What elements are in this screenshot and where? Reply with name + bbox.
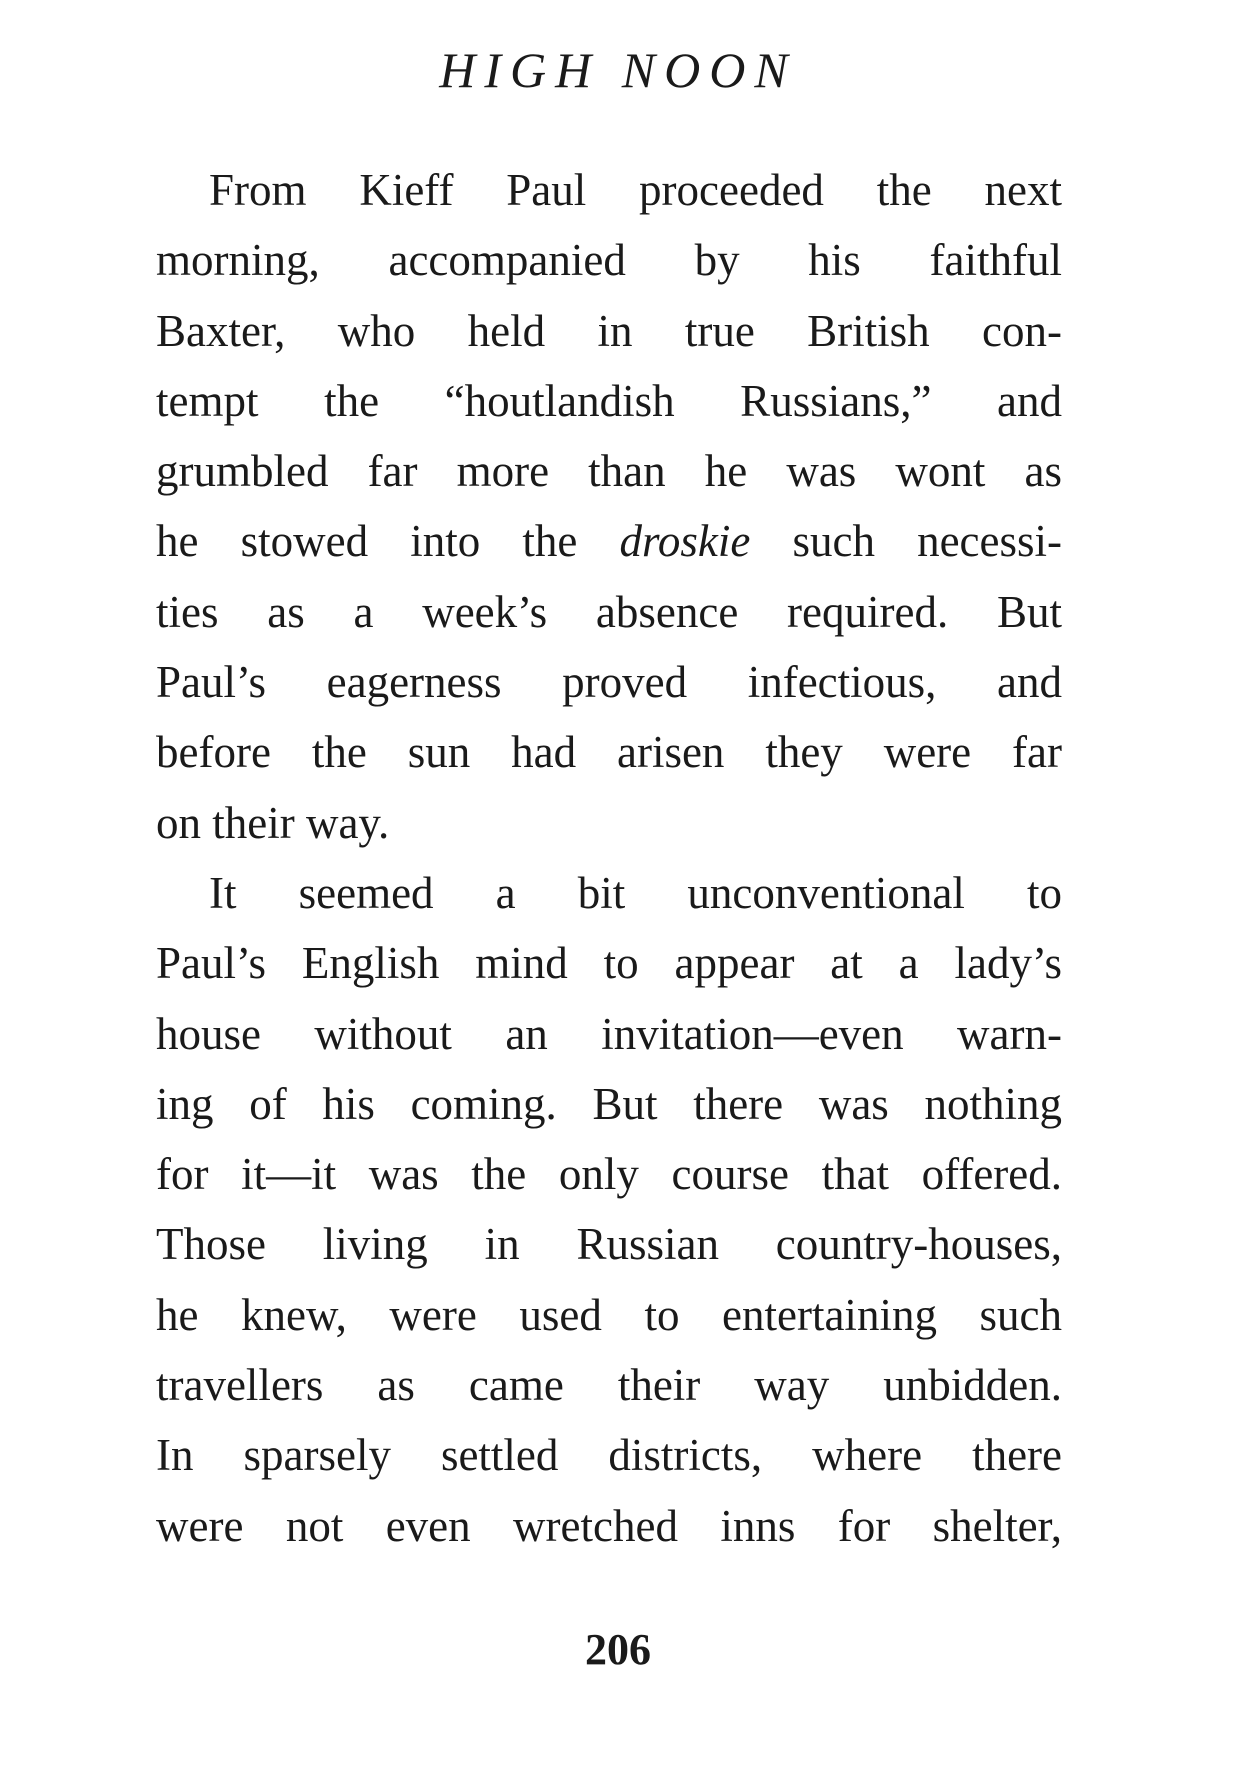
text-line: grumbled far more than he was wont as [156,446,1062,497]
text-line: Paul’s English mind to appear at a lady’s [156,938,1062,989]
text-line: tempt the “houtlandish Russians,” and [156,375,1062,426]
text-line: Those living in Russian country-houses, [156,1219,1062,1270]
text-line: house without an invitation—even warn- [156,1008,1062,1059]
text-line: From Kieff Paul proceeded the next [209,165,1062,215]
text-line: ing of his coming. But there was nothing [156,1078,1062,1129]
page-number: 206 [585,1625,651,1674]
text-line: Paul’s eagerness proved infectious, and [156,657,1062,708]
text-fragment: he stowed into the [156,516,578,567]
text-fragment: such necessi- [792,516,1063,567]
text-line: were not even wretched inns for shelter, [156,1500,1062,1551]
text-line: morning, accompanied by his faithful [156,235,1062,286]
body-text [156,155,1062,1561]
text-line: he knew, were used to entertaining such [156,1289,1062,1340]
text-line: In sparsely settled districts, where there [156,1430,1062,1481]
text-line: ties as a week’s absence required. But [156,586,1062,637]
running-head: HIGH NOON [439,42,797,98]
text-line: before the sun had arisen they were far [156,727,1062,778]
text-line: travellers as came their way unbidden. [156,1360,1062,1411]
text-line [156,506,1062,576]
text-line: for it—it was the only course that offered. [156,1149,1062,1200]
italic-word: droskie [619,516,751,567]
text-line: on their way. [156,797,390,848]
text-line: Baxter, who held in true British con- [156,305,1062,356]
text-line: It seemed a bit unconventional to [209,867,1062,918]
